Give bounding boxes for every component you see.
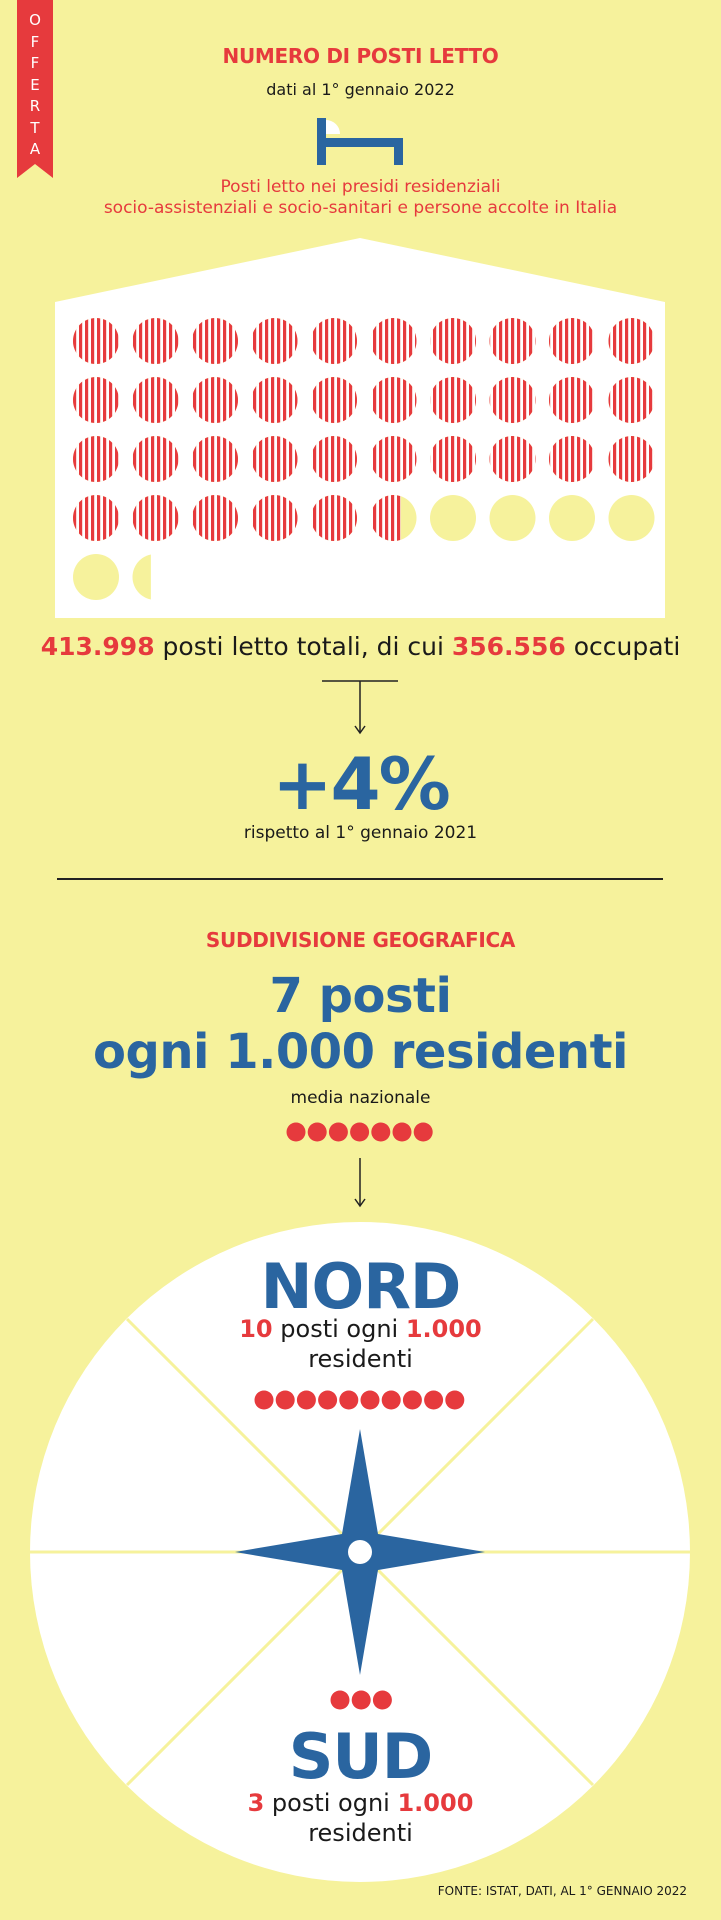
bed-dot [133,495,179,541]
section-divider [57,878,663,880]
ribbon-label: O F F E R T A [29,11,41,158]
bed-dot [133,377,179,423]
nord-dot [255,1391,274,1410]
nord-value: 10 [239,1315,273,1343]
bed-dot [549,318,595,364]
nord-dot [276,1391,295,1410]
bed-dot [549,377,595,423]
chart-description [0,177,721,219]
bed-dot [371,495,417,541]
average-dot [393,1123,412,1142]
bed-dot [192,377,238,423]
average-line-1: 7 posti [269,968,452,1024]
bed-dot [73,318,119,364]
sud-text: posti ogni [264,1789,398,1817]
bed-dot [192,436,238,482]
description-line-2: socio-assistenziali e socio-sanitari e persone accolte in Italia [103,198,618,218]
sud-dots [330,1690,392,1710]
page-title: NUMERO DI POSTI LETTO [222,44,499,68]
bed-dot [430,377,476,423]
bed-dot [490,318,536,364]
nord-dots [254,1390,466,1410]
occupied-beds: 356.556 [451,632,566,661]
bed-dot [311,318,357,364]
nord-title: NORD [260,1250,461,1323]
bed-dot [73,377,119,423]
nord-text: posti ogni [272,1315,406,1343]
sud-stat [0,1788,721,1848]
bed-dot [430,318,476,364]
bed-dot [609,495,655,541]
bed-dot [311,495,357,541]
average-dot [350,1123,369,1142]
sud-value: 3 [247,1789,265,1817]
bed-dot [371,377,417,423]
arrow-down-icon [322,680,398,736]
bed-dot [133,318,179,364]
nord-dot [318,1391,337,1410]
bed-dot [311,436,357,482]
totals-text-end: occupati [565,632,681,661]
bed-dot [252,318,298,364]
total-beds: 413.998 [40,632,155,661]
bed-dot [252,436,298,482]
nord-unit: residenti [308,1345,413,1373]
bed-dot [252,377,298,423]
change-label: rispetto al 1° gennaio 2021 [243,823,478,843]
bed-dot [133,436,179,482]
average-dot [329,1123,348,1142]
bed-dot [490,436,536,482]
nord-dot [403,1391,422,1410]
geo-title: SUDDIVISIONE GEOGRAFICA [205,928,516,952]
bed-dot [192,318,238,364]
source-note: FONTE: ISTAT, DATI, AL 1° GENNAIO 2022 [437,1884,687,1898]
page-subtitle: dati al 1° gennaio 2022 [266,80,455,99]
totals-text: posti letto totali, di cui [154,632,452,661]
bed-dot [371,318,417,364]
arrow-down-icon [352,1158,368,1208]
average-dots [286,1122,434,1142]
bed-dot [490,495,536,541]
beds-house-chart [55,238,665,618]
totals-line [0,632,721,661]
bed-dot [252,495,298,541]
bed-dot [430,436,476,482]
average-line-2: ogni 1.000 residenti [93,1024,628,1080]
national-average [0,968,721,1080]
nord-dot [297,1391,316,1410]
nord-dot [424,1391,443,1410]
nord-stat [0,1314,721,1374]
sud-dot [373,1691,392,1710]
nord-dot [445,1391,464,1410]
bed-icon [317,118,403,168]
sud-unit: residenti [308,1819,413,1847]
sud-title: SUD [288,1720,433,1793]
average-label: media nazionale [290,1088,431,1108]
nord-base: 1.000 [405,1315,482,1343]
change-value: +4% [272,742,449,826]
sud-base: 1.000 [397,1789,474,1817]
nord-dot [339,1391,358,1410]
average-dot [371,1123,390,1142]
bed-dot [371,436,417,482]
average-dot [287,1123,306,1142]
sud-dot [352,1691,371,1710]
bed-dot [609,436,655,482]
bed-dot [73,436,119,482]
bed-dot [311,377,357,423]
bed-dot [430,495,476,541]
bed-dot [609,318,655,364]
bed-dot [73,495,119,541]
average-dot [414,1123,433,1142]
sud-dot [331,1691,350,1710]
nord-dot [361,1391,380,1410]
bed-dot [192,495,238,541]
nord-dot [382,1391,401,1410]
bed-dot [73,554,119,600]
bed-dot [549,495,595,541]
bed-dot [490,377,536,423]
bed-dot [549,436,595,482]
description-line-1: Posti letto nei presidi residenziali [220,177,501,197]
bed-dot [609,377,655,423]
average-dot [308,1123,327,1142]
